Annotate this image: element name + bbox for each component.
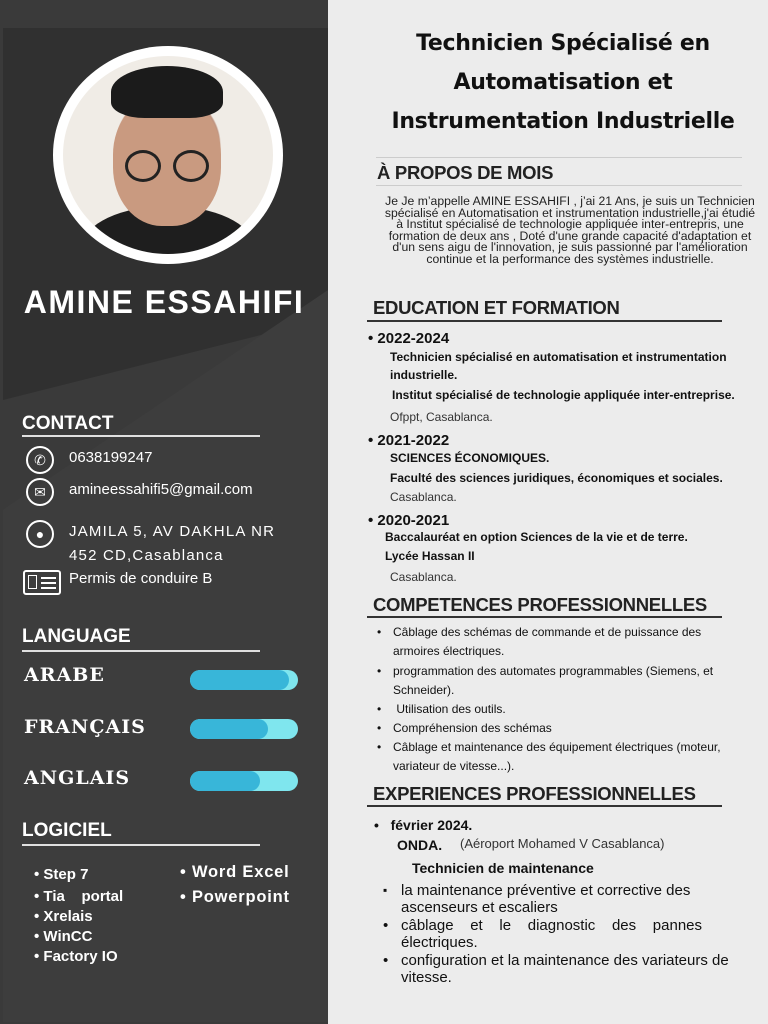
software-item: • WinCC bbox=[34, 928, 93, 945]
experience-role: Technicien de maintenance bbox=[412, 860, 594, 876]
job-title: Technicien Spécialisé en Automatisation et Instrumentation Industrielle bbox=[391, 31, 735, 134]
experience-company: ONDA. bbox=[397, 837, 443, 853]
software-item: • Factory IO bbox=[34, 948, 118, 965]
language-anglais-bar bbox=[190, 771, 298, 791]
language-divider bbox=[22, 650, 260, 652]
phone-number[interactable]: 0638199247 bbox=[69, 449, 153, 466]
skills-title: COMPETENCES PROFESSIONNELLES bbox=[373, 594, 707, 615]
skill-item: • programmation des automates programmables (Siemens, et Schneider). bbox=[377, 664, 714, 697]
software-item: • Powerpoint bbox=[180, 888, 290, 906]
education-year: • 2022-2024 bbox=[368, 330, 450, 347]
about-divider bbox=[376, 185, 742, 186]
email-address[interactable]: amineessahifi5@gmail.com bbox=[69, 481, 253, 498]
skill-item: • Câblage des schémas de commande et de puissance des armoires électriques. bbox=[377, 625, 702, 658]
experience-divider bbox=[367, 805, 722, 807]
about-text: Je Je m’appelle AMINE ESSAHIFI , j’ai 21 Ans, je suis un Technicien spécialisé en Automatisation et instrumentation industrielle,j'ai étudié à Institut spécialisé de technologie appliquée inter-entrepris, une formation de deux ans , Doté d'une grande capacité d'adaptation et d'un sens aigu de l'innovation, je suis passionné par l'amélioration continue et la performance des systèmes industrielle. bbox=[384, 194, 756, 266]
education-place: Ofppt, Casablanca. bbox=[390, 410, 493, 424]
about-top-divider bbox=[376, 157, 742, 158]
phone-icon: ✆ bbox=[26, 446, 54, 474]
education-place: Casablanca. bbox=[390, 490, 457, 504]
language-francais-bar bbox=[190, 719, 298, 739]
software-item: • Xrelais bbox=[34, 908, 93, 925]
education-divider bbox=[367, 320, 722, 322]
experience-task: • configuration et la maintenance des variateurs de vitesse. bbox=[383, 952, 729, 986]
candidate-name: AMINE ESSAHIFI bbox=[23, 284, 305, 320]
software-title: LOGICIEL bbox=[22, 820, 112, 841]
education-school: Faculté des sciences juridiques, économiques et sociales. bbox=[390, 471, 723, 485]
location-pin-icon: ● bbox=[26, 520, 54, 548]
education-degree: Technicien spécialisé en automatisation et instrumentation industrielle. bbox=[390, 350, 727, 382]
email-icon: ✉ bbox=[26, 478, 54, 506]
education-degree: Baccalauréat en option Sciences de la vie et de terre. bbox=[385, 530, 688, 544]
experience-task: ▪ la maintenance préventive et corrective des ascenseurs et escaliers bbox=[383, 882, 691, 916]
experience-date: • février 2024. bbox=[374, 817, 473, 833]
driving-license: Permis de conduire B bbox=[69, 570, 213, 587]
education-school: Institut spécialisé de technologie appliquée inter-entreprise. bbox=[392, 388, 735, 402]
experience-task: • câblage et le diagnostic des pannes électriques. bbox=[383, 917, 707, 951]
id-card-icon bbox=[23, 570, 61, 595]
profile-photo bbox=[63, 56, 273, 254]
language-arabe-bar bbox=[190, 670, 298, 690]
skill-item: • Utilisation des outils. bbox=[377, 702, 506, 716]
language-arabe: ARABE bbox=[24, 664, 105, 686]
about-title: À PROPOS DE MOIS bbox=[377, 162, 554, 183]
skill-item: • Compréhension des schémas bbox=[377, 721, 552, 735]
skill-item: • Câblage et maintenance des équipement électriques (moteur, variateur de vitesse...). bbox=[377, 740, 721, 773]
address-line-1: JAMILA 5, AV DAKHLA NR bbox=[69, 523, 276, 540]
address-line-2: 452 CD,Casablanca bbox=[69, 547, 224, 564]
language-title: LANGUAGE bbox=[22, 626, 131, 647]
contact-divider bbox=[22, 435, 260, 437]
software-divider bbox=[22, 844, 260, 846]
contact-title: CONTACT bbox=[22, 413, 114, 434]
experience-title: EXPERIENCES PROFESSIONNELLES bbox=[373, 783, 696, 804]
education-title: EDUCATION ET FORMATION bbox=[373, 297, 620, 318]
education-place: Casablanca. bbox=[390, 570, 457, 584]
language-francais: FRANÇAIS bbox=[24, 716, 146, 738]
skills-divider bbox=[367, 616, 722, 618]
education-school: Lycée Hassan II bbox=[385, 549, 475, 563]
software-item: • Step 7 bbox=[34, 866, 89, 883]
education-year: • 2021-2022 bbox=[368, 432, 450, 449]
language-anglais: ANGLAIS bbox=[24, 767, 131, 789]
education-year: • 2020-2021 bbox=[368, 512, 450, 529]
experience-location: (Aéroport Mohamed V Casablanca) bbox=[460, 836, 665, 851]
education-degree: SCIENCES ÉCONOMIQUES. bbox=[390, 451, 550, 465]
software-item: • Tia portal bbox=[34, 888, 124, 905]
software-item: • Word Excel bbox=[180, 863, 290, 881]
